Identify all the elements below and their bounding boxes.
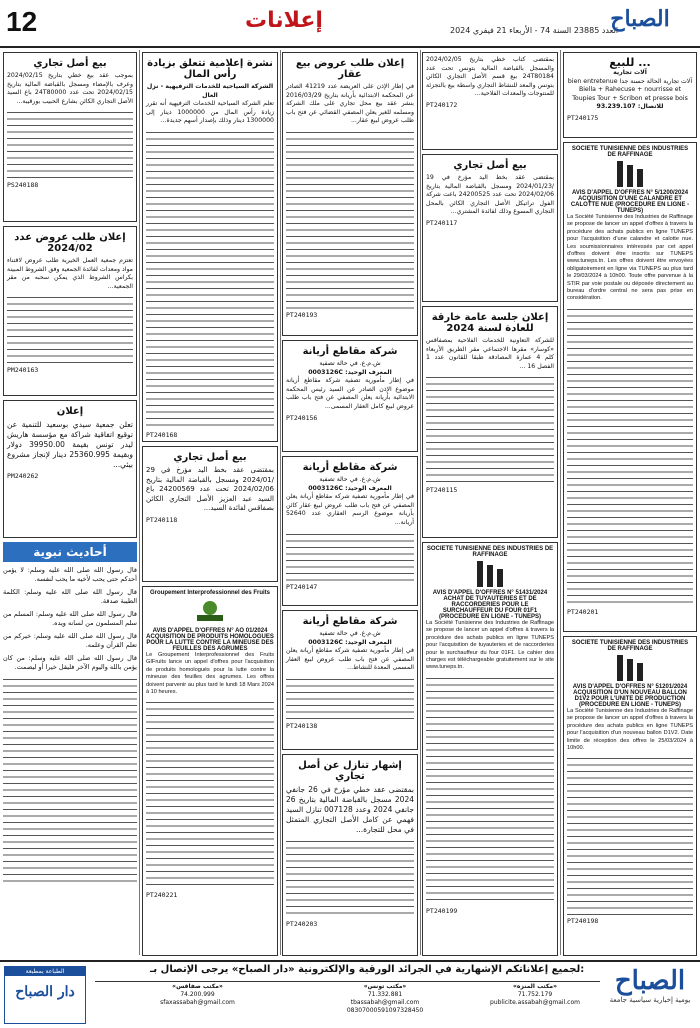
hadith-continued [3,676,137,886]
issue-line: العدد 23885 السنة 74 - الأربعاء 21 فيفري 2024 [450,26,619,35]
hadith-item: قال رسول الله صلى الله عليه وسلم: من كان يؤمن بالله واليوم الآخر فليقل خيرا أو ليصمت. [3,654,137,671]
column-divider [560,50,561,955]
ad-reference: PT240118 [146,515,178,524]
ad-reference: PT240203 [286,920,318,928]
gifruits-logo-icon [193,599,227,625]
notice-body: بمقتضى عقد بخط اليد مؤرخ في 29 /2024/01 ومسجل بالقباضة المالية بتاريخ 2024/02/06 تحت عدد 24200569 باع السيد عبد العزيز الأصل التجاري الكائن بصفاقس لفائدة السيد... [146,466,275,512]
footer-title: لجميع إعلاناتكم الإشهارية في الجرائد الورقية والإلكترونية «دار الصباح» يرجى الإتصال بـ: [150,964,585,975]
hadith-section [3,542,137,956]
notice-body: بمقتضى عقد بخط اليد مؤرخ في 19 /2024/01/23 ومسجل بالقباضة المالية بتاريخ 2024/02/06 تحت عدد 24200525 باعت شركة الفول تراتيكل الأصل التجاري الكائن بالمحل التجاري المسوغ وذلك لفائدة المشتري... [426,174,555,216]
ad-reference: PT240117 [426,218,458,227]
office-email[interactable]: publicite.assabah@gmail.com [490,999,580,1006]
tender-body-continued [567,755,693,915]
sale-ad [563,52,697,138]
ad-reference: PM240262 [7,472,39,480]
notice-title: شركة مقاطع أريانة [302,346,398,357]
section-title: إعلانات [245,8,323,33]
ad-reference: PT240172 [426,100,458,109]
ad-reference: PM240163 [7,366,39,375]
notice-body: في إطار مأمورية تصفية شركة مقاطع أريانة يعلن المصفي عن فتح باب طلب عروض لبيع العقار المسمى المعدة للنشاط... [286,647,414,672]
hadith-item: قال رسول الله صلى الله عليه وسلم: المسلم من سلم المسلمون من لسانه ويده. [3,610,137,627]
footer-office-sfax [95,983,300,1007]
notice-id: المعرف الوحيد: 0003126C [308,484,392,492]
commercial-sale-notice-3 [3,52,137,222]
notice-body-continued [146,129,274,429]
notice-body-continued [286,838,414,918]
notice-title: شركة مقاطع أريانة [302,462,398,473]
footer-printer-logo [4,966,86,1024]
office-name: «مكتب صفاقس» [172,983,223,990]
notice-body: بمقتضى عقد خطي مؤرخ في 26 جانفي 2024 مسجل بالقباضة المالية بتاريخ 26 جانفي 2024 وعدد 007128 تنازل السيد فهمي عن كامل الأصل التجاري المتمثل في محل للتجارة... [286,785,414,834]
tender-title: AVIS D'APPEL D'OFFRES N° 51201/2024 ACQUISITION D'UN NOUVEAU BALLON D1V2 POUR L'UNITE DE PRODUCTION (PROCEDURE EN LIGNE - TUNEPS) [572,684,688,708]
ad-reference: PT240221 [146,891,178,900]
office-email[interactable]: tbassabah@gmail.com [350,999,420,1006]
notice-title: بيع أصل تجاري [453,160,527,171]
tender-body: La Société Tunisienne des Industries de Raffinage se propose de lancer un appel d'offres à travers la procédure des achats publics en ligne TUNEPS pour l'acquisition d'un nouveau ballon D1V2. Date limite de réception des offres le 25/03/2024 à 10h00. [567,708,693,752]
property-tender-notice [282,52,418,336]
liquidation-notice-c [282,610,418,750]
notice-title: شركة مقاطع أريانة [302,616,398,627]
notice-body: تعلن جمعية سيدي بوسعيد للتنمية عن توقيع اتفاقية شراكة مع مؤسسة هاريش ليدر تونس بقيمة 39950.00 دولار وبقيمة 25360.995 دينار لإنجاز مشروع بيئي... [7,420,133,469]
ad-reference: PT240156 [286,413,318,422]
notice-body: تعلم الشركة السياحية للخدمات الترفيهية أنه تقرر زيادة رأس المال من 1000000 دينار إلى 1300000 دينار وذلك بإصدار أسهم جديدة... [146,100,274,125]
tender-title: AVIS D'APPEL D'OFFRES N° AO 01/2024 ACQUISITION DE PRODUITS HOMOLOGUES POUR LA LUTTE CONTRE LA MINEUSE DES FEUILLES DES AGRUMES [146,628,274,652]
office-phone: 74.200.999 [180,991,215,998]
company-name: SOCIETE TUNISIENNE DES INDUSTRIES DE RAFFINAGE [571,640,689,652]
notice-subtitle: ش.م.ع. في حالة تصفية [319,630,381,637]
sale-ad-contact: للاتصال: 93.239.107 [596,103,664,111]
notice-body: تعتزم جمعية العمل الخيرية طلب عروض لاقتناء مواد ومعدات لفائدة الجمعية وفق الشروط المبينة بكراس الشروط الذي يمكن سحبه من مقر الجمعية... [7,257,133,290]
notice-title: إشهار تنازل عن أصل تجاري [298,760,402,782]
office-email[interactable]: sfaxassabah@gmail.com [160,999,235,1006]
page-number: 12 [6,6,38,37]
hadith-header: أحاديث نبوية [3,542,137,562]
notice-subtitle: ش.م.ع. في حالة تصفية [319,476,381,483]
ad-reference: PT240193 [286,310,318,319]
org-name: Groupement Interprofessionnel des Fruits [149,590,271,596]
notice-id: المعرف الوحيد: 0003126C [308,638,392,646]
tender-request-notice [3,226,137,396]
notice-body: بمقتضى كتاب خطي بتاريخ 2024/02/05 والمسجل بالقباضة المالية بتونس تحت عدد 24T80184 بيع قسم الأصل التجاري الكائن بتونس والمعد للنشاط التجاري واسطة بيع بالتجزئة للمنتوجات والمعدات الفلاحية... [426,56,554,98]
stir-logo-icon [613,655,647,681]
footer-logo-text: الصباح [614,966,686,996]
liquidation-notice-b [282,456,418,606]
ad-reference: PT240198 [567,917,599,926]
notice-body: بموجب عقد بيع خطي بتاريخ 2024/02/15 وعرف بالإمضاء ومسجل بالقباضة المالية بتاريخ 2024/02/15 تحت عدد 24T80000 باع السيد الأصل التجاري الكائن بشارع الحبيب بورقيبة... [7,72,133,105]
notice-title: بيع أصل تجاري [173,452,247,463]
general-meeting-notice [422,306,558,538]
notice-title: إعلان [56,406,84,417]
tender-title: AVIS D'APPEL D'OFFRES N° 5/1200/2024 ACQUISITION D'UNE CALANDRE ET CALOTTE NUE (PROCEDURE EN LIGNE - TUNEPS) [570,190,690,214]
notice-body: في إطار الإذن على العريضة عدد 41219 الصادر عن المحكمة الابتدائية بأريانة بتاريخ 2016/03/29 بنشر عقد بيع محل تجاري على ملك الشركة ومسلمه للغير يعلن المصفي القضائي عن فتح باب طلب عروض لبيع عقار... [286,83,414,125]
notice-body: للشركة التعاونية للخدمات الفلاحية بمصفاقس «كوسار» مقرها الاجتماعي مقر الطريق الأربعاء كلم 4 عمارة المصادقة طبقا للقانون عدد 1 الفصل 16 ... [426,337,554,370]
tender-body-continued [426,675,554,905]
footer-divider [95,981,600,982]
bank-account: 08307000591097328450 [346,1007,424,1014]
stir-logo-icon [613,161,647,187]
stir-logo-icon [473,561,507,587]
tender-body: Le Groupement Interprofessionnel des Fruits GIFruits lance un appel d'offres pour l'acquisition de produits homologués pour la lutte contre la mineuse des feuilles des agrumes. Les offres doivent parvenir au plus tard le lundi 18 Mars 2024 à 10 heures. [146,652,274,696]
notice-body-continued [286,676,414,720]
notice-top [422,52,558,150]
notice-body-continued [7,294,133,364]
ad-reference: PT240199 [426,906,458,915]
ad-reference: PT240147 [286,582,318,591]
sale-ad-body: آلات تجارية الحالة حسنة جدا bien entretenue Biella + Rahecuse + nourrisse et Toupies Tour + Scribon et presse bois [567,77,693,102]
company-name: SOCIETE TUNISIENNE DES INDUSTRIES DE RAFFINAGE [571,146,689,158]
tender-body-continued [567,306,693,606]
commercial-sale-notice [422,154,558,302]
business-transfer-notice [282,754,418,956]
notice-subtitle: ش.م.ع. في حالة تصفية [319,360,381,367]
office-phone: 71.332.881 [367,991,403,998]
notice-body-continued [7,109,133,179]
ad-reference: PS240188 [7,181,39,190]
tender-notice-stir-2 [422,542,558,956]
printer-tag: الطباعة بمطبعة [5,967,85,976]
liquidation-notice-a [282,340,418,452]
ad-reference: PT240175 [567,113,599,122]
footer-office-manzah [470,983,600,1007]
ad-reference: PT240138 [286,721,318,730]
tender-notice-stir-1 [563,142,697,632]
sale-ad-title: للبيع ... [609,56,651,69]
tender-title: AVIS D'APPEL D'OFFRES N° 51431/2024 ACHAT DE TUYAUTERIES ET DE RACCORDERIES POUR LE SURCHAUFFEUR DU FOUR 01F1 (PROCEDURE EN LIGNE - TUNEPS) [432,590,548,620]
office-name: «مكتب المنزه» [513,983,557,990]
notice-subtitle: الشركة السياحية للخدمات الترفيهية - نزل العال [146,83,274,99]
tender-notice-gifruits [142,586,278,956]
notice-title: بيع أصل تجاري [33,58,107,69]
notice-body-continued [426,374,554,484]
hadith-item: قال رسول الله صلى الله عليه وسلم: خيركم من تعلم القرآن وعلمه. [3,632,137,649]
notice-title: إعلان جلسة عامة خارقة للعادة لسنة 2024 [431,312,549,334]
tender-notice-stir-3 [563,636,697,956]
office-phone: 71.752.179 [517,991,553,998]
office-name: «مكتب تونس» [363,983,407,990]
hadith-item: قال رسول الله صلى الله عليه وسلم: لا يؤمن أحدكم حتى يحب لأخيه ما يحب لنفسه. [3,566,137,583]
sale-ad-subtitle: آلات تجارية [613,69,647,76]
notice-body-continued [286,531,414,581]
announcement-notice [3,400,137,538]
newspaper-logo: الصباح [610,6,670,32]
commercial-sale-notice-2 [142,446,278,582]
notice-title: نشرة إعلامية تتعلق بزيادة رأس المال [147,58,273,80]
notice-body: في إطار مأمورية تصفية شركة مقاطع أريانة موضوع الإذن الصادر عن السيد رئيس المحكمة الابتدائية بأريانة يعلن المصفي عن فتح باب طلب عروض لبيع كامل العقار المسمى... [286,377,414,410]
notice-body: في إطار مأمورية تصفية شركة مقاطع أريانة يعلن المصفي عن فتح باب طلب عروض لبيع عقار كائن بأريانة موضوع الرسم العقاري عدد 52640 أريانة... [286,493,414,526]
capital-increase-notice [142,52,278,442]
ad-reference: PT240168 [146,430,178,439]
ad-reference: PT240201 [567,607,599,616]
column-divider [139,50,140,955]
column-divider [280,50,281,955]
notice-title: إعلان طلب عروض عدد 2024/02 [14,232,126,254]
hadith-item: قال رسول الله صلى الله عليه وسلم: الكلمة الطيبة صدقة. [3,588,137,605]
printer-logo-text: دار الصباح [15,984,75,1000]
column-divider [420,50,421,955]
tender-body: La Société Tunisienne des Industries de Raffinage se propose de lancer un appel d'offres à travers la procédure des achats publics en ligne TUNEPS pour l'acquisition de tuyauteries et de raccorderies pour le surchauffeur du four 01F1. Le cahier des charges est téléchargeable gratuitement sur le site www.tuneps.tn. [426,620,554,671]
tender-body: La Société Tunisienne des Industries de Raffinage se propose de lancer un appel d'offres à travers la procédure des achats publics en ligne TUNEPS pour l'acquisition d'une calandre et calotte nue. Les soumissionnaires intéressés par cet appel d'offres doivent être inscrits sur TUNEPS www.tuneps.tn. Les offres doivent être envoyées obligatoirement en ligne via TUNEPS au plus tard le 29/03/2024 à 10h00. Toute offre parvenue à la STIR par voie postale ou déposée directement au bureau d'ordre central ne sera pas prise en considération. [567,214,693,302]
ad-reference: PT240115 [426,486,458,495]
footer-newspaper-logo [605,966,695,1021]
notice-body-continued [286,129,414,309]
notice-id: المعرف الوحيد: 0003126C [308,368,392,376]
footer-office-tunis [300,983,470,1015]
tender-body-continued [146,699,274,889]
company-name: SOCIETE TUNISIENNE DES INDUSTRIES DE RAFFINAGE [426,546,554,558]
notice-title: إعلان طلب عروض بيع عقار [295,58,405,80]
footer-tagline: يومية إخبارية سياسية جامعة [609,996,691,1004]
